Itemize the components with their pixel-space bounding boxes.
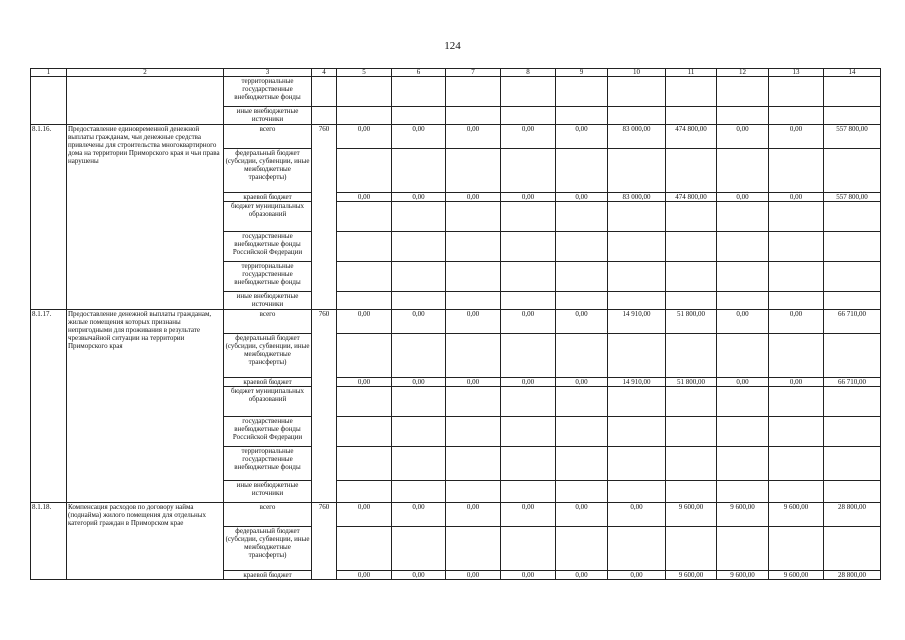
value-cell: 0,00: [556, 310, 608, 334]
value-cell: [337, 334, 392, 378]
value-cell: [824, 447, 881, 481]
value-cell: 0,00: [769, 378, 824, 387]
value-cell: [556, 447, 608, 481]
value-cell: [824, 527, 881, 571]
budget-code: 760: [312, 125, 337, 310]
column-header: 13: [769, 69, 824, 77]
value-cell: [501, 202, 556, 232]
item-number: 8.1.17.: [31, 310, 67, 503]
funding-source: федеральный бюджет (субсидии, субвенции, иные межбюджетные трансферты): [224, 149, 312, 193]
funding-source: территориальные государственные внебюджетные фонды: [224, 77, 312, 107]
value-cell: 0,00: [337, 310, 392, 334]
value-cell: [337, 387, 392, 417]
item-name: Предоставление единовременной денежной выплаты гражданам, чьи денежные средства привлечены для строительства многоквартирного дома на территории Приморского края и чьи права нарушены: [67, 125, 224, 310]
value-cell: [556, 77, 608, 107]
value-cell: [824, 202, 881, 232]
funding-source: бюджет муниципальных образований: [224, 387, 312, 417]
value-cell: 9 600,00: [769, 503, 824, 527]
value-cell: [666, 107, 717, 125]
value-cell: [446, 527, 501, 571]
item-name: Предоставление денежной выплаты гражданам, жилые помещения которых признаны непригодными для проживания в результате чрезвычайной ситуации на территории Приморского края: [67, 310, 224, 503]
value-cell: 0,00: [717, 125, 769, 149]
value-cell: 0,00: [556, 125, 608, 149]
value-cell: 0,00: [717, 378, 769, 387]
value-cell: [446, 334, 501, 378]
item-number: 8.1.16.: [31, 125, 67, 310]
value-cell: 0,00: [337, 193, 392, 202]
value-cell: [446, 481, 501, 503]
value-cell: [666, 334, 717, 378]
value-cell: [666, 481, 717, 503]
value-cell: [666, 417, 717, 447]
value-cell: [769, 262, 824, 292]
value-cell: [769, 417, 824, 447]
value-cell: [392, 232, 446, 262]
value-cell: 0,00: [608, 571, 666, 580]
value-cell: [608, 387, 666, 417]
value-cell: [337, 77, 392, 107]
value-cell: 9 600,00: [717, 503, 769, 527]
value-cell: [392, 481, 446, 503]
value-cell: 9 600,00: [717, 571, 769, 580]
value-cell: 0,00: [501, 503, 556, 527]
column-header: 4: [312, 69, 337, 77]
value-cell: [824, 334, 881, 378]
value-cell: [824, 149, 881, 193]
value-cell: [608, 149, 666, 193]
value-cell: [446, 387, 501, 417]
value-cell: [337, 527, 392, 571]
value-cell: 83 000,00: [608, 193, 666, 202]
value-cell: 0,00: [446, 310, 501, 334]
value-cell: 0,00: [769, 310, 824, 334]
value-cell: [337, 417, 392, 447]
value-cell: [392, 447, 446, 481]
value-cell: [769, 447, 824, 481]
funding-source: иные внебюджетные источники: [224, 292, 312, 310]
value-cell: 0,00: [392, 571, 446, 580]
column-header: 11: [666, 69, 717, 77]
value-cell: [608, 334, 666, 378]
value-cell: [446, 107, 501, 125]
value-cell: 0,00: [337, 378, 392, 387]
funding-source: федеральный бюджет (субсидии, субвенции, иные межбюджетные трансферты): [224, 527, 312, 571]
item-name: [67, 77, 224, 125]
value-cell: [392, 77, 446, 107]
value-cell: 0,00: [608, 503, 666, 527]
value-cell: [666, 447, 717, 481]
value-cell: [501, 292, 556, 310]
value-cell: [337, 149, 392, 193]
budget-table: [30, 68, 881, 580]
value-cell: [608, 202, 666, 232]
value-cell: [501, 149, 556, 193]
column-header-row: [31, 69, 881, 77]
funding-source: государственные внебюджетные фонды Российской Федерации: [224, 417, 312, 447]
value-cell: [824, 77, 881, 107]
funding-source: всего: [224, 310, 312, 334]
value-cell: 0,00: [769, 193, 824, 202]
value-cell: [769, 232, 824, 262]
funding-source: федеральный бюджет (субсидии, субвенции, иные межбюджетные трансферты): [224, 334, 312, 378]
column-header: 2: [67, 69, 224, 77]
value-cell: [392, 527, 446, 571]
value-cell: 0,00: [556, 193, 608, 202]
value-cell: [769, 202, 824, 232]
value-cell: [556, 417, 608, 447]
value-cell: [824, 262, 881, 292]
value-cell: [446, 232, 501, 262]
value-cell: 0,00: [392, 378, 446, 387]
value-cell: 0,00: [392, 310, 446, 334]
value-cell: [666, 262, 717, 292]
value-cell: [556, 262, 608, 292]
value-cell: 0,00: [501, 310, 556, 334]
funding-source: территориальные государственные внебюджетные фонды: [224, 447, 312, 481]
value-cell: [312, 77, 337, 107]
value-cell: 0,00: [446, 193, 501, 202]
value-cell: [666, 292, 717, 310]
value-cell: 0,00: [717, 193, 769, 202]
value-cell: [717, 417, 769, 447]
value-cell: [501, 527, 556, 571]
value-cell: [717, 447, 769, 481]
value-cell: [556, 202, 608, 232]
value-cell: 0,00: [446, 125, 501, 149]
value-cell: [501, 417, 556, 447]
value-cell: [556, 527, 608, 571]
value-cell: 51 800,00: [666, 310, 717, 334]
value-cell: [556, 232, 608, 262]
value-cell: [717, 387, 769, 417]
value-cell: [337, 232, 392, 262]
value-cell: 474 800,00: [666, 193, 717, 202]
column-header: 6: [392, 69, 446, 77]
funding-source: краевой бюджет: [224, 193, 312, 202]
value-cell: 0,00: [446, 503, 501, 527]
funding-source: иные внебюджетные источники: [224, 481, 312, 503]
value-cell: 0,00: [501, 193, 556, 202]
value-cell: [608, 232, 666, 262]
value-cell: [769, 149, 824, 193]
value-cell: 51 800,00: [666, 378, 717, 387]
value-cell: [769, 77, 824, 107]
value-cell: [717, 262, 769, 292]
value-cell: 0,00: [501, 125, 556, 149]
value-cell: 0,00: [556, 503, 608, 527]
value-cell: [446, 292, 501, 310]
value-cell: 28 800,00: [824, 503, 881, 527]
value-cell: [446, 149, 501, 193]
value-cell: 83 000,00: [608, 125, 666, 149]
value-cell: [608, 292, 666, 310]
value-cell: [392, 292, 446, 310]
value-cell: [556, 149, 608, 193]
value-cell: [501, 107, 556, 125]
value-cell: [501, 232, 556, 262]
value-cell: 66 710,00: [824, 378, 881, 387]
value-cell: 28 800,00: [824, 571, 881, 580]
value-cell: [717, 334, 769, 378]
value-cell: [501, 262, 556, 292]
value-cell: 0,00: [337, 503, 392, 527]
funding-source: краевой бюджет: [224, 378, 312, 387]
column-header: 5: [337, 69, 392, 77]
value-cell: 0,00: [446, 571, 501, 580]
value-cell: 14 910,00: [608, 378, 666, 387]
value-cell: [501, 334, 556, 378]
value-cell: [824, 481, 881, 503]
value-cell: [769, 527, 824, 571]
value-cell: [337, 481, 392, 503]
value-cell: [608, 481, 666, 503]
table-row: [31, 503, 881, 527]
value-cell: [666, 527, 717, 571]
funding-source: всего: [224, 125, 312, 149]
value-cell: 0,00: [337, 571, 392, 580]
item-number: [31, 77, 67, 125]
value-cell: [556, 481, 608, 503]
column-header: 1: [31, 69, 67, 77]
funding-source: краевой бюджет: [224, 571, 312, 580]
value-cell: [337, 447, 392, 481]
value-cell: [769, 107, 824, 125]
value-cell: [501, 387, 556, 417]
value-cell: [666, 77, 717, 107]
value-cell: [717, 292, 769, 310]
value-cell: [337, 107, 392, 125]
value-cell: [556, 107, 608, 125]
value-cell: [824, 107, 881, 125]
table-row: [31, 77, 881, 107]
value-cell: [392, 417, 446, 447]
value-cell: [446, 447, 501, 481]
value-cell: [769, 292, 824, 310]
column-header: 9: [556, 69, 608, 77]
value-cell: 0,00: [556, 378, 608, 387]
funding-source: государственные внебюджетные фонды Российской Федерации: [224, 232, 312, 262]
value-cell: [608, 417, 666, 447]
value-cell: [501, 481, 556, 503]
value-cell: [312, 107, 337, 125]
value-cell: [392, 387, 446, 417]
table-body: [31, 69, 881, 580]
value-cell: [666, 387, 717, 417]
value-cell: [556, 334, 608, 378]
value-cell: [392, 107, 446, 125]
item-number: 8.1.18.: [31, 503, 67, 580]
funding-source: бюджет муниципальных образований: [224, 202, 312, 232]
column-header: 7: [446, 69, 501, 77]
column-header: 8: [501, 69, 556, 77]
value-cell: [717, 149, 769, 193]
table-row: [31, 310, 881, 334]
value-cell: [337, 262, 392, 292]
value-cell: [392, 202, 446, 232]
value-cell: [717, 202, 769, 232]
value-cell: 0,00: [392, 503, 446, 527]
budget-code: 760: [312, 310, 337, 503]
value-cell: [392, 334, 446, 378]
value-cell: [717, 107, 769, 125]
value-cell: [717, 481, 769, 503]
column-header: 12: [717, 69, 769, 77]
value-cell: [608, 262, 666, 292]
column-header: 3: [224, 69, 312, 77]
value-cell: 557 800,00: [824, 125, 881, 149]
funding-source: территориальные государственные внебюджетные фонды: [224, 262, 312, 292]
value-cell: [556, 387, 608, 417]
value-cell: [824, 232, 881, 262]
value-cell: 0,00: [556, 571, 608, 580]
value-cell: [556, 292, 608, 310]
value-cell: [501, 447, 556, 481]
value-cell: [337, 202, 392, 232]
value-cell: [824, 292, 881, 310]
table-row: [31, 125, 881, 149]
value-cell: [608, 447, 666, 481]
value-cell: 0,00: [501, 378, 556, 387]
value-cell: 0,00: [717, 310, 769, 334]
value-cell: 14 910,00: [608, 310, 666, 334]
value-cell: [501, 77, 556, 107]
column-header: 10: [608, 69, 666, 77]
column-header: 14: [824, 69, 881, 77]
value-cell: [446, 417, 501, 447]
value-cell: 0,00: [392, 193, 446, 202]
value-cell: [717, 232, 769, 262]
funding-source: иные внебюджетные источники: [224, 107, 312, 125]
value-cell: [446, 77, 501, 107]
value-cell: [337, 292, 392, 310]
value-cell: 0,00: [501, 571, 556, 580]
item-name: Компенсация расходов по договору найма (поднайма) жилого помещения для отдельных категорий граждан в Приморском крае: [67, 503, 224, 580]
value-cell: [824, 387, 881, 417]
value-cell: [769, 481, 824, 503]
value-cell: [666, 232, 717, 262]
value-cell: [608, 527, 666, 571]
funding-source: всего: [224, 503, 312, 527]
value-cell: 9 600,00: [769, 571, 824, 580]
value-cell: 66 710,00: [824, 310, 881, 334]
value-cell: [666, 149, 717, 193]
value-cell: [717, 77, 769, 107]
value-cell: [769, 334, 824, 378]
budget-code: 760: [312, 503, 337, 580]
value-cell: 474 800,00: [666, 125, 717, 149]
value-cell: 0,00: [769, 125, 824, 149]
value-cell: 0,00: [392, 125, 446, 149]
page-number: 124: [444, 40, 461, 52]
value-cell: [392, 262, 446, 292]
value-cell: [446, 262, 501, 292]
value-cell: 9 600,00: [666, 503, 717, 527]
value-cell: 9 600,00: [666, 571, 717, 580]
value-cell: [666, 202, 717, 232]
value-cell: [608, 107, 666, 125]
value-cell: 557 800,00: [824, 193, 881, 202]
value-cell: [824, 417, 881, 447]
value-cell: 0,00: [337, 125, 392, 149]
value-cell: [717, 527, 769, 571]
value-cell: [392, 149, 446, 193]
value-cell: [769, 387, 824, 417]
value-cell: [446, 202, 501, 232]
value-cell: [608, 77, 666, 107]
value-cell: 0,00: [446, 378, 501, 387]
